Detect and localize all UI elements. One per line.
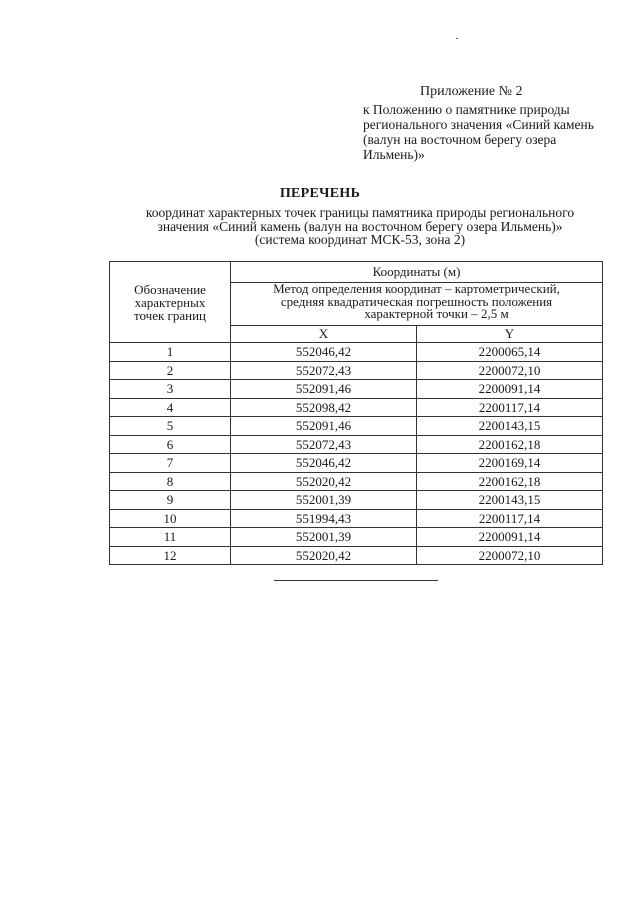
x-coordinate-cell: 552046,42 xyxy=(231,454,417,473)
x-coordinate-cell: 552072,43 xyxy=(231,361,417,380)
point-number-cell: 10 xyxy=(110,509,231,528)
description-line: координат характерных точек границы памятника природы регионального xyxy=(145,205,575,220)
description-line: значения «Синий камень (валун на восточном берегу озера Ильмень)» xyxy=(157,218,563,234)
method-header-line: средняя квадратическая погрешность положения xyxy=(280,293,553,309)
y-coordinate-cell: 2200065,14 xyxy=(417,343,603,362)
designation-header-line: характерных xyxy=(134,294,206,310)
table-body xyxy=(110,343,603,565)
appendix-subtitle xyxy=(363,102,613,162)
point-number-cell: 5 xyxy=(110,417,231,436)
y-coordinate-cell: 2200091,14 xyxy=(417,528,603,547)
designation-header-line: Обозначение xyxy=(134,281,206,297)
table-row xyxy=(110,343,603,362)
document-heading: ПЕРЕЧЕНЬ xyxy=(279,186,361,201)
x-header: X xyxy=(231,326,417,343)
table-row xyxy=(110,361,603,380)
table-row xyxy=(110,398,603,417)
y-coordinate-cell: 2200162,18 xyxy=(417,435,603,454)
y-coordinate-cell: 2200117,14 xyxy=(417,398,603,417)
table-row xyxy=(110,546,603,565)
footer-divider xyxy=(274,580,438,581)
coordinates-table xyxy=(109,261,603,565)
table-row xyxy=(110,509,603,528)
x-coordinate-cell: 551994,43 xyxy=(231,509,417,528)
y-coordinate-cell: 2200143,15 xyxy=(417,491,603,510)
point-number-cell: 1 xyxy=(110,343,231,362)
appendix-subtitle-line: (валун на восточном берегу озера xyxy=(363,132,557,147)
y-coordinate-cell: 2200169,14 xyxy=(417,454,603,473)
table-row xyxy=(110,380,603,399)
point-number-cell: 3 xyxy=(110,380,231,399)
table-row xyxy=(110,491,603,510)
method-header-line: Метод определения координат – картометрический, xyxy=(273,281,560,296)
x-coordinate-cell: 552001,39 xyxy=(231,528,417,547)
document-description xyxy=(100,206,620,247)
y-coordinate-cell: 2200143,15 xyxy=(417,417,603,436)
point-number-cell: 6 xyxy=(110,435,231,454)
appendix-title: Приложение № 2 xyxy=(420,84,523,99)
description-line: (система координат МСК-53, зона 2) xyxy=(254,232,466,247)
method-header-line: характерной точки – 2,5 м xyxy=(364,306,509,321)
coordinates-header: Координаты (м) xyxy=(231,262,603,283)
point-number-cell: 9 xyxy=(110,491,231,510)
method-header xyxy=(231,283,603,326)
table-row xyxy=(110,472,603,491)
scan-speck xyxy=(456,38,458,39)
appendix-subtitle-line: Ильмень)» xyxy=(363,147,425,162)
x-coordinate-cell: 552020,42 xyxy=(231,546,417,565)
y-coordinate-cell: 2200072,10 xyxy=(417,361,603,380)
x-coordinate-cell: 552046,42 xyxy=(231,343,417,362)
x-coordinate-cell: 552001,39 xyxy=(231,491,417,510)
point-number-cell: 12 xyxy=(110,546,231,565)
point-number-cell: 11 xyxy=(110,528,231,547)
table-row xyxy=(110,454,603,473)
x-coordinate-cell: 552091,46 xyxy=(231,417,417,436)
table-row xyxy=(110,417,603,436)
y-coordinate-cell: 2200117,14 xyxy=(417,509,603,528)
designation-header-line: точек границ xyxy=(133,307,207,323)
point-number-cell: 7 xyxy=(110,454,231,473)
y-coordinate-cell: 2200072,10 xyxy=(417,546,603,565)
y-header: Y xyxy=(417,326,603,343)
y-coordinate-cell: 2200091,14 xyxy=(417,380,603,399)
table-row xyxy=(110,528,603,547)
table-row xyxy=(110,435,603,454)
point-number-cell: 2 xyxy=(110,361,231,380)
x-coordinate-cell: 552020,42 xyxy=(231,472,417,491)
point-number-cell: 8 xyxy=(110,472,231,491)
appendix-subtitle-line: к Положению о памятнике природы xyxy=(363,102,570,117)
x-coordinate-cell: 552098,42 xyxy=(231,398,417,417)
x-coordinate-cell: 552091,46 xyxy=(231,380,417,399)
y-coordinate-cell: 2200162,18 xyxy=(417,472,603,491)
x-coordinate-cell: 552072,43 xyxy=(231,435,417,454)
point-number-cell: 4 xyxy=(110,398,231,417)
designation-header xyxy=(110,262,231,343)
appendix-subtitle-line: регионального значения «Синий камень xyxy=(363,117,594,132)
